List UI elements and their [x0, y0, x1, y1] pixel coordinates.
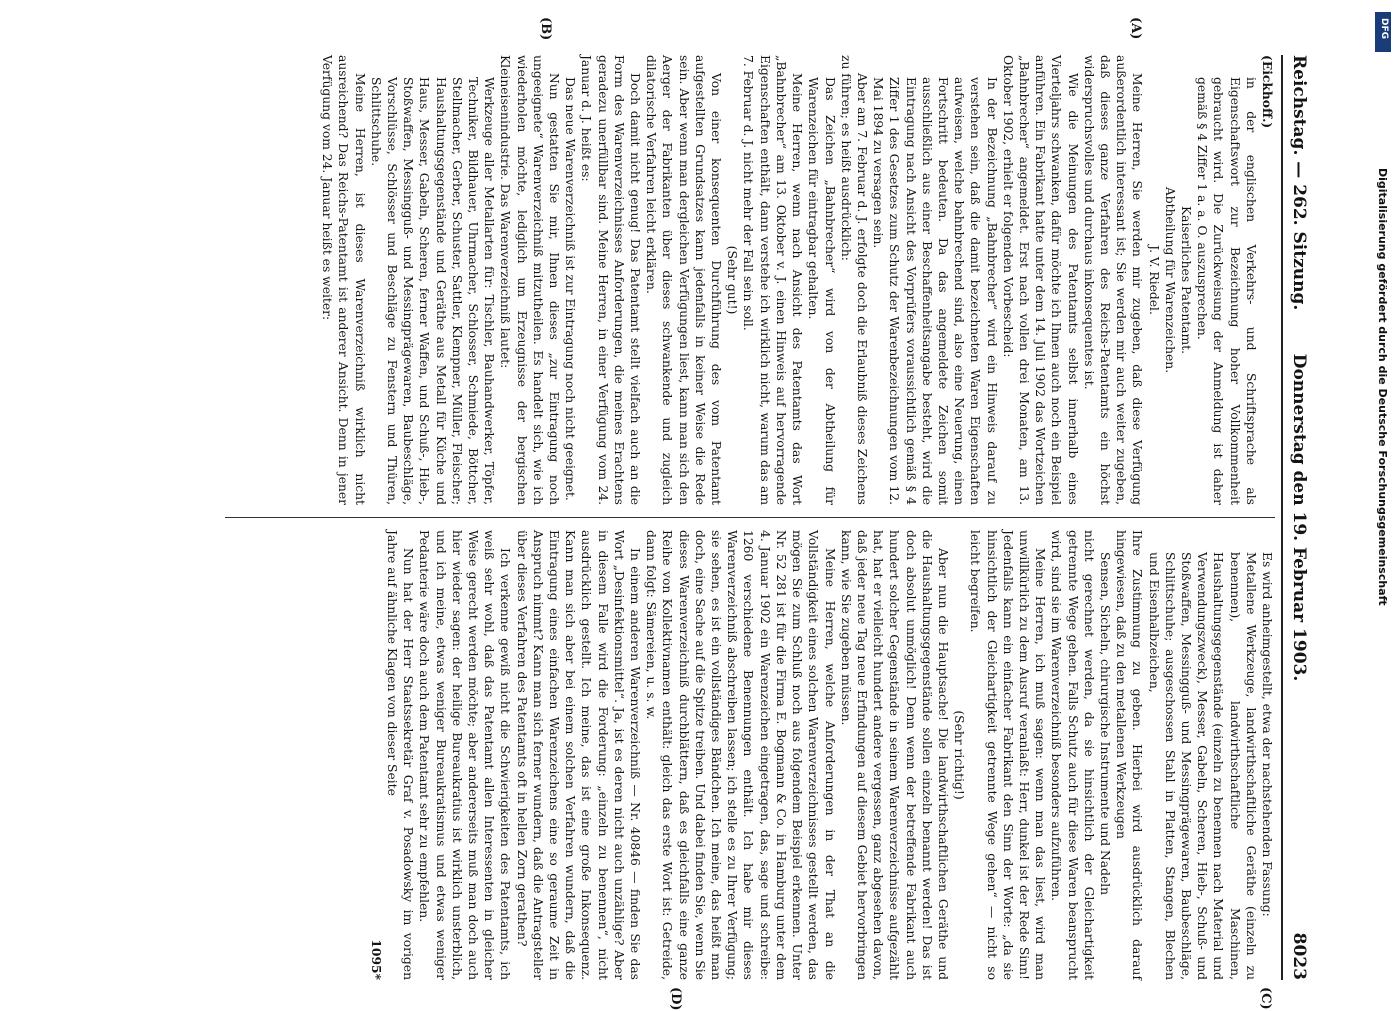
paragraph: Meine Herren, wenn nach Ansicht des Patentamts das Wort „Bahnbrecher“ am 13. Oktober v. J. einen Hinweis auf hervorragende Eigenschaften enthält, dann verstehe ich wirklich nicht, warum das am 7. Februar d. J. nicht mehr der Fall sein soll.: [741, 55, 805, 505]
paragraph: Kaiserliches Patentamt.: [1178, 205, 1193, 355]
right-column: [368, 530, 1275, 980]
paragraph: Ihre Zustimmung zu geben. Hierbei wird ausdrücklich darauf hingewiesen, daß zu den metallenen Werkzeugen: [1114, 530, 1145, 980]
paragraph: Meine Herren, Sie werden mir zugeben, daß diese Verfügung außerordentlich interessant ist; Sie werden mir auch weiter zugeben, daß dieses ganze Verfahren des Reichs-Patentamts ein höchst widerspruchsvolles und durchaus inkonsequentes ist.: [1081, 55, 1145, 505]
paragraph: Doch damit nicht genug! Das Patentamt stellt vielfach auch an die Form des Warenverzeichnisses Anforderungen, die meines Erachtens geradezu unerfüllbar sind. Meine Herren, in einer Verfügung vom 24. Januar d. J. heißt es:: [579, 55, 643, 505]
document-page: [83, 17, 1313, 1011]
paragraph: Wie die Meinungen des Patentamts selbst innerhalb eines Vierteljahrs schwanken, dafür möchte ich Ihnen auch noch ein Beispiel anführen. Ein Fabrikant hatte unter dem 14. Juli 1902 das Wortzeichen „Bahnbrecher“ angemeldet. Erst nach vollen drei Monaten, am 13. Oktober 1902, erhielt er folgenden Vorbescheid:: [1000, 55, 1080, 505]
paragraph: Metallene Werkzeuge, landwirthschaftliche Geräthe (einzeln zu benennen), landwirthschaftliche Maschinen, Haushaltungsgegenstände (einzeln zu benennen nach Material und Verwendungszweck), Messer, Gabeln, Scheren, Hieb-, Schuß- und Stoßwaffen, Messingguß- und Messingprägewaren, Baubeschläge, Schlittschuhe; ausgeschossen Stahl in Platten, Stangen, Blechen und Eisenhalbzeichen,: [1146, 552, 1258, 980]
column-divider: [225, 517, 1275, 518]
digitization-credit: [1369, 8, 1393, 998]
paragraph: Meine Herren, welche Anforderungen in der That an die Vollständigkeit eines solchen Warenverzeichnisses gestellt werden, das mögen Sie zum Schluß noch aus folgendem Beispiel erkennen. Unter Nr. 52 281 ist für die Firma E. Bogmann & Co. in Hamburg unter dem 4. Januar 1902 ein Warenzeichen eingetragen, das, sage und schreibe: 1260 verschiedene Benennungen enthält. Ich habe mir dieses Warenverzeichniß abschreiben lassen; ich stelle es zu Ihrer Verfügung; sie sehen, es ist ein vollständiges Bändchen. Ich meine, das heißt man doch, eine Sache auf die Spitze treiben. Und dabei finden Sie, wenn Sie dieses Warenverzeichniß durchblättern, daß es gleichfalls eine ganze Reihe von Kollektivnamen enthält: gleich das erste Wort ist: Getreide, dann folgt: Sämereien, u. s. w.: [644, 530, 837, 980]
paragraph: Abtheilung für Warenzeichen.: [1162, 186, 1177, 374]
margin-marker-c: (C): [1258, 987, 1273, 1010]
paragraph: nicht gerechnet werden, da sie hinsichtlich der Gleichartigkeit getrennte Wege gehen. Falls Schutz auch für diese Waren beansprucht wird, sind sie im Warenverzeichniß besonders aufzuführen.: [1049, 530, 1096, 980]
page-mark: 1095*: [368, 939, 384, 980]
paragraph: Nun hat der Herr Staatssekretär Graf v. Posadowsky im vorigen Jahre auf ähnliche Klagen von dieser Seite: [385, 530, 416, 980]
header-left: Reichstag. — 262. Sitzung.: [1289, 55, 1309, 311]
paragraph: in der englischen Verkehrs- und Schriftsprache als Eigenschaftswort zur Bezeichnung hoher Vollkommenheit gebraucht wird. Die Zurückweisung der Anmeldung ist daher gemäß § 4 Ziffer 1 a. a. O. auszusprechen.: [1195, 77, 1258, 505]
paragraph: In der Bezeichnung „Bahnbrecher“ wird ein Hinweis darauf zu verstehen sein, daß die damit bezeichneten Waren Eigenschaften aufweisen, welche bahnbrechend sind, also eine Neuerung, einen Fortschritt bedeuten. Da das angemeldete Zeichen somit ausschließlich aus einer Beschaffenheitsangabe besteht, wird die Eintragung nach Ansicht des Vorprüfers voraussichtlich gemäß § 4 Ziffer 1 des Gesetzes zum Schutz der Warenbezeichnungen vom 12. Mai 1894 zu versagen sein.: [871, 77, 999, 505]
page-number: 8023: [1289, 932, 1309, 980]
paragraph: In einem anderen Warenverzeichniß — Nr. 40846 — finden Sie das Wort „Desinfektionsmittel“. Ja, ist es deren nicht auch unzählige? Aber in diesem Falle wird die Forderung: „einzeln zu benennen“, nicht ausdrücklich gestellt. Ich meine, das ist eine große Inkonsequenz. Kann man sich aber bei einem solchen Verfahren wundern, daß die Eintragung eines einfachen Warenzeichens eine so geraume Zeit in Anspruch nimmt? Kann man sich ferner wundern, daß die Antragsteller über dieses Verfahren des Patentamts oft in hellen Zorn gerathen?: [514, 530, 643, 980]
interjection: (Sehr richtig!): [952, 710, 967, 800]
margin-marker-d: (D): [668, 987, 683, 1011]
paragraph: Es wird anheimgestellt, etwa der nachstehenden Fassung:: [1260, 552, 1274, 917]
paragraph: Nun gestatten Sie mir, Ihnen dieses „zur Eintragung noch ungeeignete“ Warenverzeichniß mitzutheilen. Es handelt sich, wie ich wiederholen möchte, lediglich um Erzeugnisse der bergischen Kleineisenindustrie. Das Warenverzeichniß lautet:: [498, 55, 562, 505]
paragraph: Meine Herren, ich muß sagen: wenn man das liest, wird man unwillkürlich zu dem Ausruf veranlaßt: Herr, dunkel ist der Rede Sinn! Jedenfalls kann ein einfacher Fabrikant den Sinn der Worte: „da sie hinsichtlich der Gleichartigkeit getrennte Wege gehen“ — nicht so leicht begreifen.: [968, 530, 1048, 980]
paragraph: Sensen, Sicheln, chirurgische Instrumente und Nadeln: [1097, 552, 1112, 896]
page-header: [1281, 55, 1313, 980]
paragraph: Meine Herren, ist dieses Warenverzeichniß wirklich nicht ausreichend? Das Reichs-Patentamt ist anderer Ansicht. Denn in jener Verfügung vom 24. Januar heißt es weiter:: [320, 55, 367, 505]
left-column: [319, 55, 1275, 505]
paragraph: Ich verkenne gewiß nicht die Schwierigkeiten des Patentamts, ich weiß sehr wohl, daß das Patentamt allen Interessenten in gleicher Weise gerecht werden möchte; aber andererseits muß man doch auch hier wieder sagen: der heilige Bureaukratius ist wirklich unsterblich, und ich meine, etwas weniger Bureaukratismus und etwas weniger Pedanterie wäre doch auch dem Patentamt sehr zu empfehlen.: [417, 530, 513, 980]
credit-text: Digitalisierung gefördert durch die Deutsche Forschungsgemeinschaft: [1376, 168, 1389, 606]
paragraph: Werkzeuge aller Metallarten für: Tischler, Bauhandwerker, Töpfer, Techniker, Bildhauer, Uhrmacher, Schlosser, Schmiede, Böttcher, Stellmacher, Gerber, Schuster, Sattler, Klempner, Müller, Fleischer; Haushaltungsgegenstände und Geräthe aus Metall für Küche und Haus, Messer, Gabeln, Scheren, ferner Waffen, und Schuß-, Hieb-, Stoßwaffen, Messingguß- und Messingprägewaren, Baubeschläge, Vorschlüsse, Schlösser und Beschläge zu Fenstern und Thüren, Schlittschuhe.: [368, 77, 497, 505]
paragraph: Das Zeichen „Bahnbrecher“ wird von der Abtheilung für Warenzeichen für eintragbar gehalten.: [806, 77, 837, 505]
margin-marker-b: (B): [538, 17, 553, 41]
paragraph: Von einer konsequenten Durchführung des vom Patentamt aufgestellten Grundsatzes kann jedenfalls in keiner Weise die Rede sein. Aber wenn man dergleichen Verfügungen liest, kann man sich den Aerger der Fabrikanten über dieses schwankende und zugleich dilatorische Verfahren leicht erklären.: [644, 55, 724, 505]
paragraph: Aber nun die Hauptsache! Die landwirthschaftlichen Geräthe und die Haushaltungsgegenstände sollen einzeln benannt werden! Das ist doch absolut unmöglich! Denn wenn der betreffende Fabrikant auch hundert solcher Gegenstände in seinem Warenverzeichnisse aufgezählt hat, hat er vielleicht hundert andere vergessen, ganz abgesehen davon, daß jeder neue Tag neue Erfindungen auf diesem Gebiet hervorbringen kann, wie Sie zugeben müssen.: [838, 530, 950, 980]
signature: J. V. Riedel.: [1146, 245, 1161, 315]
speaker-label: (Eickhoff.): [1260, 55, 1275, 129]
header-date: Donnerstag den 19. Februar 1903.: [1289, 353, 1309, 682]
margin-marker-a: (A): [1128, 17, 1143, 40]
paragraph: Aber am 7. Februar d. J. erfolgte doch die Erlaubniß dieses Zeichens zu führen; es heißt ausdrücklich:: [838, 55, 869, 505]
paragraph: Das neue Warenverzeichniß ist zur Eintragung noch nicht geeignet.: [563, 77, 578, 501]
interjection: (Sehr gut!): [725, 245, 740, 315]
dfg-logo: DFG: [1375, 12, 1391, 52]
